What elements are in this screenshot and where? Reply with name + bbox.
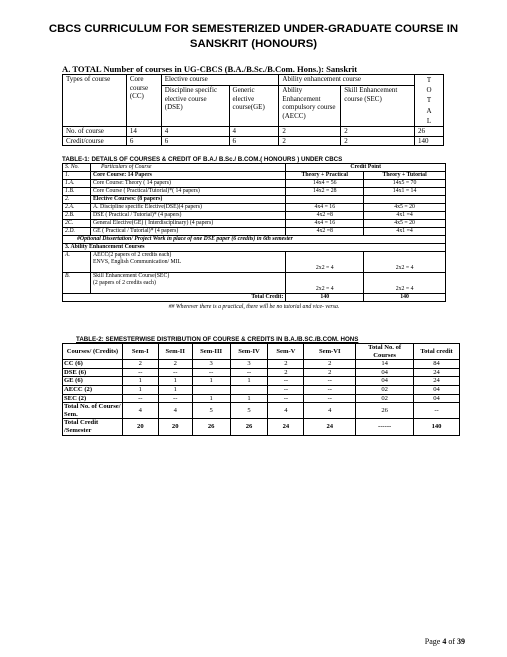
course-credit-table	[62, 163, 446, 311]
semester-distribution-table	[62, 343, 460, 436]
table-row: CC (6) 2 2 3 3 2 2 14 84	[63, 360, 460, 369]
courses-count-table	[62, 74, 444, 146]
table-row: GE (6) 1 1 1 1 -- -- 04 24	[63, 377, 460, 386]
table-1-title: TABLE-1: DETAILS OF COURSES & CREDIT OF B.A./ B.Sc./ B.COM.( HONOURS ) UNDER CBCS	[62, 156, 343, 163]
footnote-row: ## Wherever there is a practical, there will be no tutorial and vice- versa.	[168, 304, 340, 310]
table-row: 2. Elective Courses: (8 papers)	[63, 196, 446, 204]
table-row: 2.B. DSE ( Practical / Tutorial)* (4 papers) 4x2 =8 4x1 =4	[63, 212, 446, 220]
table-row: 2.D. GE ( Practical / Tutorial)* (4 papers) 4x2 =8 4x1 =4	[63, 228, 446, 236]
optional-dissertation-note: #Optional Dissertation/ Project Work in place of one DSE paper (6 credits) in 6th semester	[63, 236, 446, 244]
header-types-of-course: Types of course	[63, 75, 127, 127]
table-2-title: TABLE-2: SEMESTERWISE DISTRIBUTION OF COURSE & CREDITS IN B.A./B.SC./B.COM. HONS	[76, 336, 359, 343]
header-dse: Discipline specific elective course (DSE)	[161, 86, 229, 127]
table-row: 2.A. A. Discipline specific Elective(DSE)(4 papers) 4x4 = 16 4x5 = 20	[63, 204, 446, 212]
section-a-heading: A. TOTAL Number of courses in UG-CBCS (B.A./B.Sc./B.Com. Hons.): Sanskrit	[62, 64, 358, 74]
header-elective-course: Elective course	[161, 75, 279, 86]
total-credit-row: Total Credit: 140 140	[63, 294, 446, 302]
table-row: 2C. General Elective(GE) ( Interdisciplinary) (4 papers) 4x4 = 16 4x5 = 20	[63, 220, 446, 228]
table-row: 1.B. Core Course ( Practical/Tutorial)*( 14 papers) 14x2 = 28 14x1 = 14	[63, 188, 446, 196]
table-row: AECC (2) 1 1 -- -- 02 04	[63, 385, 460, 394]
header-sec: Skill Enhancement course (SEC)	[341, 86, 415, 127]
header-ability-enhancement: Ability enhancement course	[279, 75, 415, 86]
header-credit-point: Credit Point	[286, 164, 446, 172]
header-ge: Generic elective course(GE)	[229, 86, 279, 127]
table-header-row: Courses/ (Credits) Sem-I Sem-II Sem-III Sem-IV Sem-V Sem-VI Total No. of Courses Total credit	[63, 344, 460, 360]
header-sno: S. No.	[63, 164, 91, 172]
table-row: DSE (6) -- -- -- -- 2 2 04 24	[63, 368, 460, 377]
table-row: A. AECC(2 papers of 2 credits each) ENVS, English Communication/ MIL 2x2 = 4 2x2 = 4	[63, 252, 446, 273]
page-number: Page 4 of 39	[424, 637, 465, 646]
table-row: 3. Ability Enhancement Courses	[63, 244, 446, 252]
table-row	[63, 236, 446, 244]
table-row: 1. Core Course: 14 Papers Theory + Practical Theory + Tutorial	[63, 172, 446, 180]
table-row: Credit/course 6 6 6 2 2 140	[63, 136, 444, 146]
table-row: SEC (2) -- -- 1 1 -- -- 02 04	[63, 394, 460, 403]
title-line-2: SANSKRIT (HONOURS)	[189, 38, 318, 50]
table-row: No. of course 14 4 4 2 2 26	[63, 127, 444, 137]
table-row: Total Credit /Semester 20 20 26 26 24 24 ------ 140	[63, 419, 460, 435]
table-row: B. Skill Enhancement Course(SEC) (2 papers of 2 credits each) 2x2 = 4 2x2 = 4	[63, 273, 446, 294]
header-aecc: Ability Enhancement compulsory course (AECC)	[279, 86, 341, 127]
document-title	[0, 22, 507, 52]
header-core-course: Core course (CC)	[126, 75, 161, 127]
title-line-1: CBCS CURRICULUM FOR SEMESTERIZED UNDER-GRADUATE COURSE IN	[48, 23, 459, 35]
header-particulars: Particulars of Course	[90, 164, 285, 172]
table-row: 1.A. Core Course: Theory ( 14 papers) 14x4 = 56 14x5 = 70	[63, 180, 446, 188]
header-total: T O T A L	[415, 75, 444, 127]
table-row: Total No. of Course/ Sem. 4 4 5 5 4 4 26 --	[63, 403, 460, 419]
